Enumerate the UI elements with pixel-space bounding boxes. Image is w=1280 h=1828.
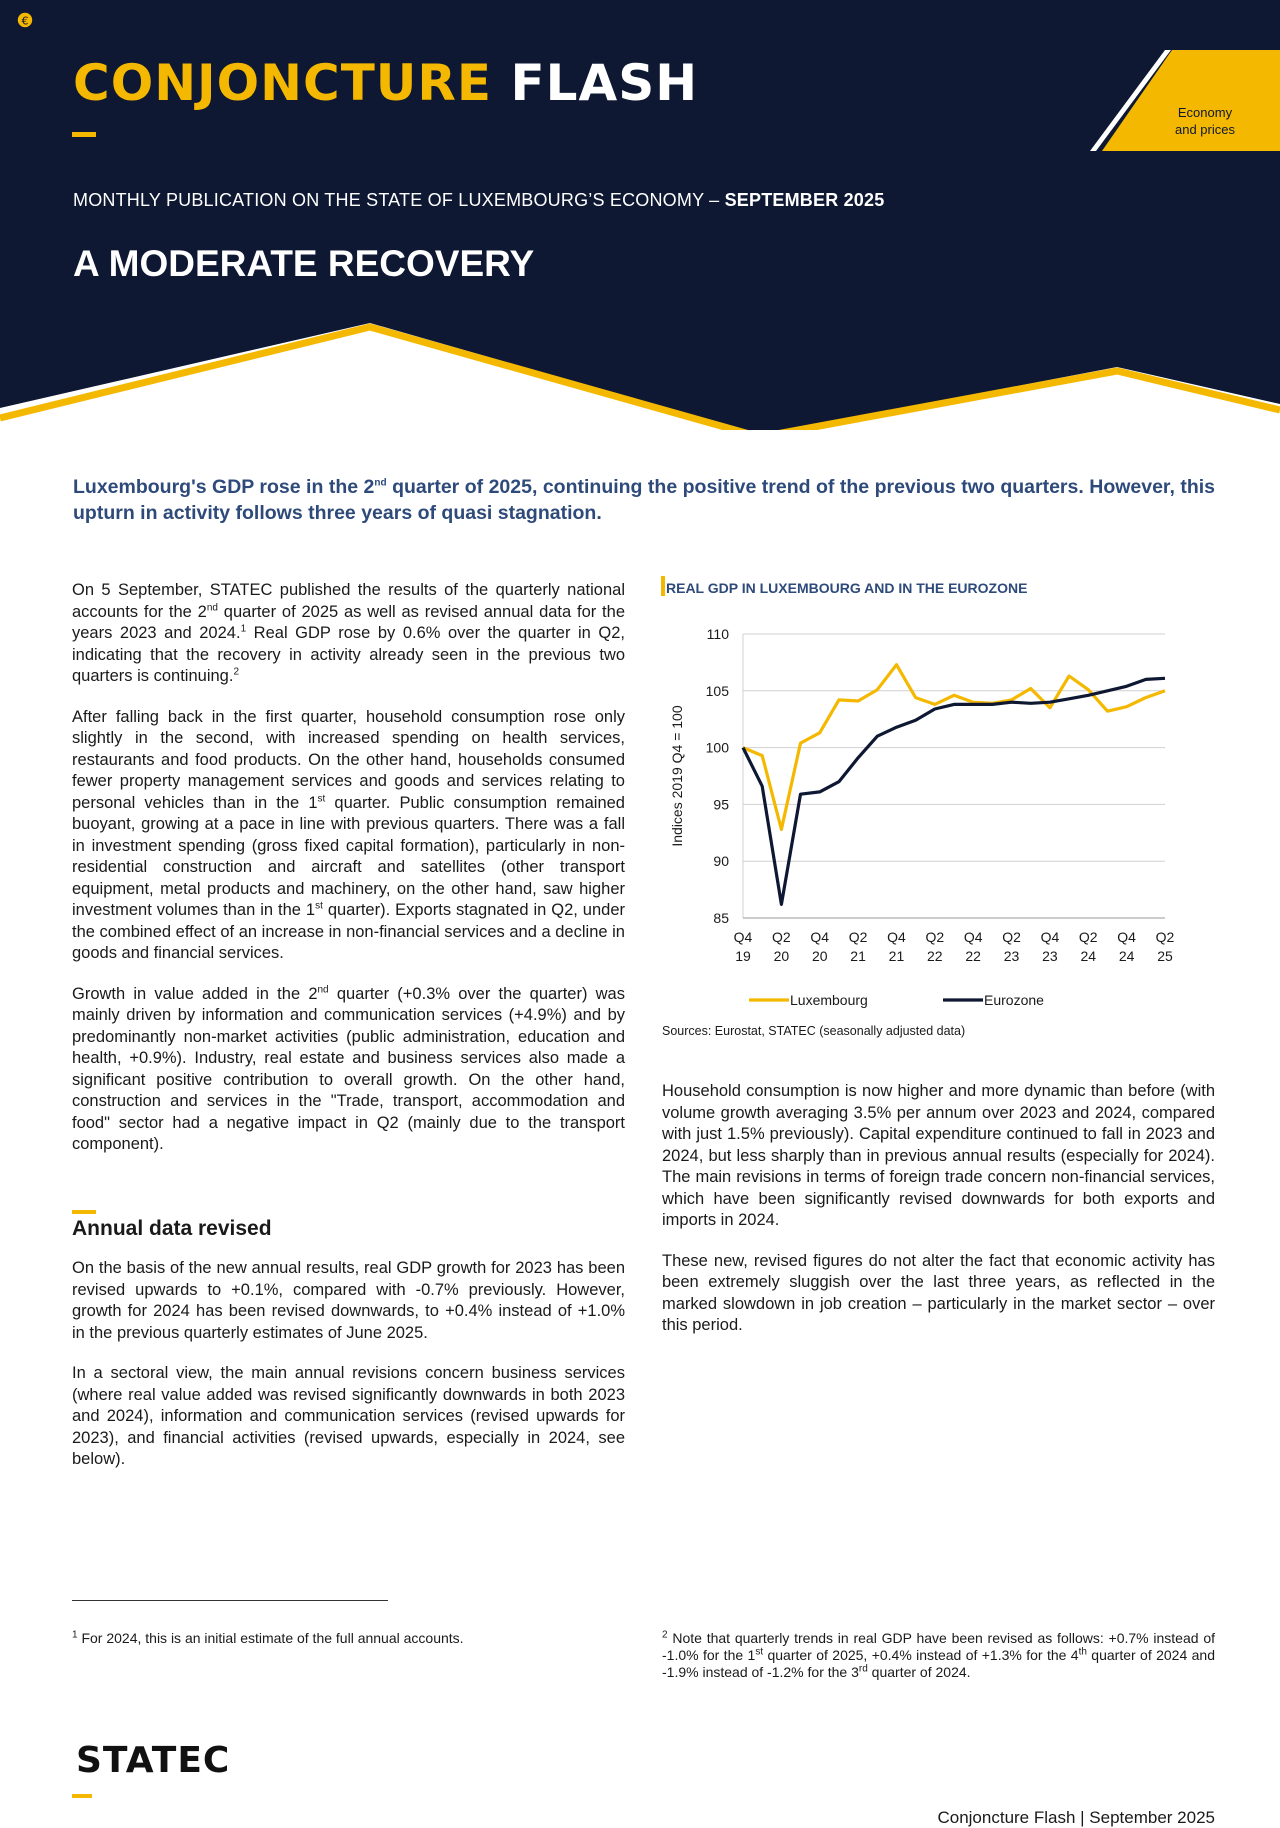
brand-part-1: CONJONCTURE: [73, 54, 493, 112]
x-tick-label: 21: [888, 948, 905, 964]
paragraph: On the basis of the new annual results, real GDP growth for 2023 has been revised upwards to +0.1%, compared with -0.7% previously. However, growth for 2024 has been revised downwards, to +0.4% instead of +1.0% in the previous quarterly estimates of June 2025.: [72, 1259, 625, 1342]
lead-text-2: quarter of 2025, continuing the positive trend of the previous two quarters. However, this upturn in activity follows three years of quasi stagnation.: [73, 476, 1215, 524]
y-tick-label: 95: [713, 796, 729, 813]
x-tick-label: Q4: [810, 929, 830, 945]
paragraph: [72, 580, 625, 688]
x-tick-label: 23: [1003, 948, 1020, 964]
text: After falling back in the first quarter, household consumption rose only slightly in the second, with increased spending on health services, restaurants and food products. On the other hand, households consumed fewer property management services and goods and services relating to personal vehicles than in the 1: [72, 707, 625, 812]
x-tick-label: 20: [773, 948, 790, 964]
sup: nd: [206, 602, 218, 613]
lead-paragraph: [73, 474, 1215, 526]
legend-label-luxembourg: Luxembourg: [790, 992, 868, 1008]
sup: st: [315, 900, 323, 912]
x-tick-label: Q2: [1002, 929, 1021, 945]
x-tick-label: 25: [1157, 948, 1173, 964]
chart-title-marker: [661, 576, 665, 596]
x-tick-label: 22: [965, 948, 981, 964]
text: On 5 September, STATEC published the results of the quarterly national accounts for the 2: [72, 581, 625, 621]
gdp-line-chart: [660, 610, 1220, 1020]
sup: st: [755, 1646, 764, 1658]
x-tick-label: Q2: [1078, 929, 1098, 945]
sup: th: [1078, 1646, 1087, 1658]
x-tick-label: Q4: [733, 929, 753, 945]
sup: nd: [317, 984, 329, 995]
section-marker: [72, 1210, 96, 1214]
text: Real GDP rose by 0.6% over the quarter in Q2, indicating that the recovery in activity already seen in the previous two quarters is continuing.: [72, 624, 625, 685]
x-tick-label: Q4: [1117, 929, 1136, 945]
x-tick-label: 24: [1118, 948, 1135, 964]
text: quarter of 2025 as well as revised annual data for the years 2023 and 2024.: [72, 602, 625, 642]
footnote-2: [662, 1630, 1215, 1681]
subtitle-prefix: MONTHLY PUBLICATION ON THE STATE OF LUXEMBOURG’S ECONOMY –: [73, 190, 720, 210]
footnote-text: Note that quarterly trends in real GDP have been revised as follows: +0.7% instead of -1.0% for the 1: [662, 1630, 1215, 1663]
text: quarter). Exports stagnated in Q2, under the combined effect of an increase in non-financial services and a decline in goods and financial services.: [72, 901, 626, 962]
brand-wordmark: [73, 54, 699, 112]
badge-label: [1160, 104, 1250, 138]
chart-source: Sources: Eurostat, STATEC (seasonally adjusted data): [662, 1024, 966, 1038]
footnote-number: 1: [72, 1629, 78, 1641]
x-tick-label: Q2: [925, 929, 945, 945]
footnote-ref[interactable]: 2: [233, 666, 239, 678]
calculator-euro-icon: [0, 0, 36, 32]
x-tick-label: 24: [1080, 948, 1097, 964]
y-tick-label: 85: [713, 910, 729, 926]
svg-text:€: €: [21, 14, 29, 28]
legend-label-eurozone: Eurozone: [984, 992, 1044, 1008]
sup: rd: [858, 1663, 868, 1675]
subtitle-month: SEPTEMBER 2025: [724, 190, 885, 210]
text: Growth in value added in the 2: [72, 984, 318, 1003]
x-tick-label: Q2: [772, 929, 791, 945]
paragraph: In a sectoral view, the main annual revisions concern business services (where real value added was revised significantly downwards in both 2023 and 2024), information and communication services (revised upwards for 2023), and financial activities (revised upwards, especially in 2024, see below).: [72, 1364, 625, 1468]
footer-text: Conjoncture Flash | September 2025: [937, 1808, 1215, 1827]
footnote-text: quarter of 2024.: [867, 1664, 971, 1680]
footnote-text: quarter of 2024 and -1.9% instead of -1.2% for the 3: [662, 1647, 1215, 1680]
statec-logo: STATEC: [76, 1740, 231, 1781]
chart-title: REAL GDP IN LUXEMBOURG AND IN THE EUROZONE: [666, 580, 1028, 596]
left-column: [72, 580, 625, 1175]
footnote-ref[interactable]: 1: [240, 623, 247, 635]
logo-underline: [72, 1794, 92, 1798]
x-tick-label: Q2: [848, 929, 868, 945]
x-tick-label: 20: [811, 948, 828, 964]
publication-subtitle: [73, 190, 884, 211]
footnote-1: [72, 1630, 612, 1647]
sup: st: [317, 793, 326, 804]
x-tick-label: Q4: [963, 929, 983, 945]
x-tick-label: Q4: [887, 929, 906, 945]
text: quarter. Public consumption remained buoyant, growing at a pace in line with previous quarters. There was a fall in investment spending (gross fixed capital formation), particularly in non-residential construction and aircraft and satellites (other transport equipment, metal products and machinery, on the other hand, saw higher investment volumes than in the 1: [72, 793, 625, 919]
footnote-number: 2: [662, 1629, 668, 1641]
paragraph: Household consumption is now higher and more dynamic than before (with volume growth averaging 3.5% per annum over 2023 and 2024, compared with just 1.5% previously). Capital expenditure continued to fall in 2023 and 2024, but less sharply than in previous annual results (especially for 2024). The main revisions in terms of foreign trade concern non-financial services, which have been significantly revised downwards for both exports and imports in 2024.: [662, 1082, 1215, 1229]
brand-underline: [72, 132, 96, 137]
right-column: [662, 1081, 1215, 1356]
y-tick-label: 90: [713, 853, 729, 870]
footnote-text: For 2024, this is an initial estimate of the full annual accounts.: [77, 1630, 464, 1646]
text: quarter (+0.3% over the quarter) was mainly driven by information and communication services (+4.9%) and by predominantly non-market activities (public administration, education and health, +0.9%). Industry, real estate and business services also made a significant positive contribution to overall growth. On the other hand, construction and services in the "Trade, transport, accommodation and food" sector had a negative impact in Q2 (mainly due to the transport component).: [72, 984, 625, 1153]
x-tick-label: 22: [927, 948, 943, 964]
badge-line-2: and prices: [1175, 122, 1235, 137]
y-tick-label: 100: [705, 739, 729, 756]
lead-text-1: Luxembourg's GDP rose in the 2: [73, 476, 375, 498]
x-tick-label: 23: [1042, 948, 1058, 964]
header-banner: [0, 0, 1280, 430]
page-title: A MODERATE RECOVERY: [73, 243, 535, 284]
series-line-eurozone: [743, 678, 1165, 904]
x-tick-label: Q4: [1040, 929, 1060, 945]
y-tick-label: 110: [706, 626, 729, 642]
y-axis-label: Indices 2019 Q4 = 100: [669, 705, 685, 847]
footnote-text: quarter of 2025, +0.4% instead of +1.3% for the 4: [763, 1647, 1079, 1663]
x-tick-label: Q2: [1155, 929, 1175, 945]
brand-part-2: FLASH: [510, 54, 699, 112]
badge-line-1: Economy: [1177, 105, 1233, 120]
section-title: Annual data revised: [72, 1217, 272, 1240]
footnote-rule: [72, 1600, 388, 1601]
y-tick-label: 105: [705, 682, 729, 699]
x-tick-label: 19: [735, 948, 751, 964]
left-column-lower: [72, 1258, 625, 1490]
paragraph: [72, 984, 625, 1156]
lead-sup: nd: [374, 477, 387, 489]
x-tick-label: 21: [850, 948, 866, 964]
paragraph: These new, revised figures do not alter the fact that economic activity has been extremely sluggish over the last three years, as reflected in the marked slowdown in job creation – particularly in the market sector – over this period.: [662, 1251, 1215, 1334]
paragraph: [72, 707, 625, 965]
